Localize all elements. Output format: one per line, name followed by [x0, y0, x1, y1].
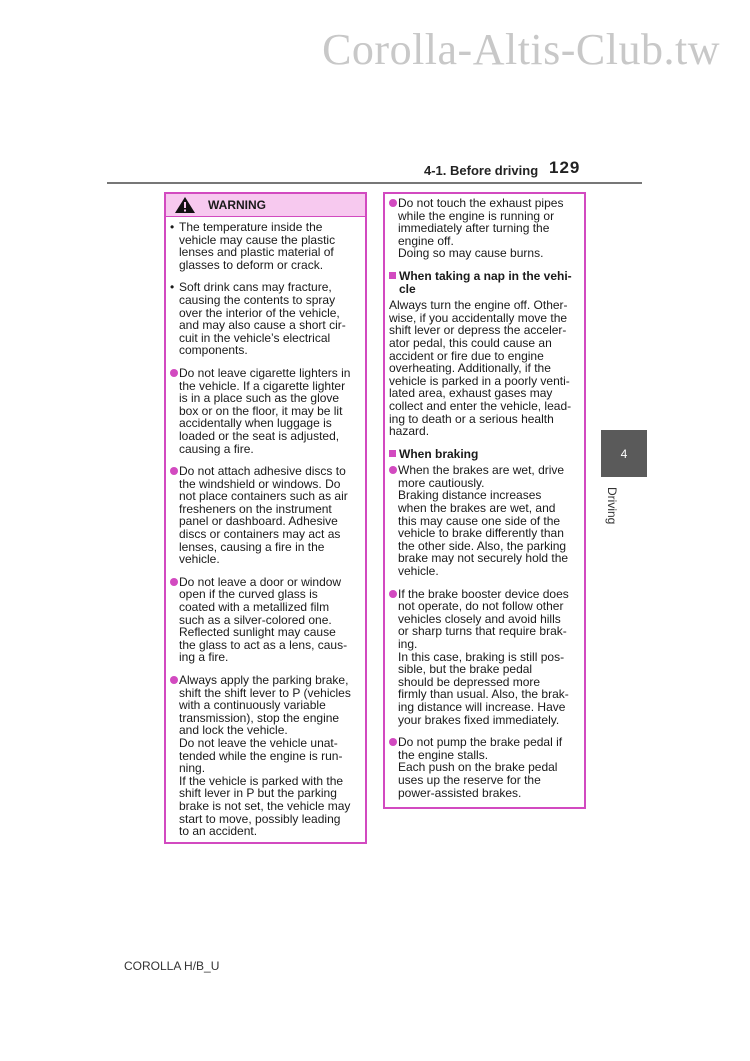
text-line: ator pedal, this could cause an — [389, 335, 552, 350]
watermark: Corolla-Altis-Club.tw — [322, 25, 720, 74]
text-line: glasses to deform or crack. — [179, 257, 324, 272]
circle-bullet-icon — [389, 590, 397, 598]
text-line: over the interior of the vehicle, — [179, 305, 340, 320]
list-item — [170, 221, 356, 271]
warning-content — [385, 194, 584, 799]
text-line: transmission), stop the engine — [179, 710, 340, 725]
text-line: If the brake booster device does — [398, 586, 569, 601]
circle-bullet-icon — [170, 369, 178, 377]
text-line: vehicle may cause the plastic — [179, 232, 336, 247]
list-item — [170, 465, 356, 566]
text-line: Always turn the engine off. Other- — [389, 298, 568, 313]
text-line: Reflected sunlight may cause — [179, 625, 336, 640]
warning-box — [164, 192, 367, 844]
text-line: the glass to act as a lens, caus- — [179, 637, 348, 652]
subsection-heading — [389, 448, 575, 461]
text-line: panel or dashboard. Adhesive — [179, 514, 338, 529]
text-line: wise, if you accidentally move the — [389, 310, 568, 325]
text-line: is in a place such as the glove — [179, 391, 340, 406]
text-line: such as a silver-colored one. — [179, 612, 332, 627]
text-line: ing distance will increase. Have — [398, 699, 566, 714]
warning-box-continued — [383, 192, 586, 809]
text-line: coated with a metallized film — [179, 600, 330, 615]
text-line: should be depressed more — [398, 674, 541, 689]
list-item — [170, 281, 356, 357]
text-line: uses up the reserve for the — [398, 772, 541, 787]
text-line: fresheners on the instrument — [179, 501, 332, 516]
list-item — [389, 197, 575, 260]
bullet-dot: • — [170, 220, 175, 234]
list-item — [170, 576, 356, 664]
bullet-dot: • — [170, 280, 175, 295]
warning-triangle-icon — [174, 196, 196, 214]
text-line: Do not touch the exhaust pipes — [398, 196, 564, 210]
text-line: with a continuously variable — [179, 698, 326, 713]
text-line: shift the shift lever to P (vehicles — [179, 685, 351, 700]
list-item — [389, 464, 575, 577]
text-line: Braking distance increases — [398, 488, 542, 503]
chapter-number: 4 — [620, 446, 628, 461]
text-line: ing to death or a serious health — [389, 411, 554, 426]
paragraph — [389, 299, 575, 438]
text-line: and may also cause a short cir- — [179, 318, 346, 333]
list-item — [170, 367, 356, 455]
text-line: vehicle to brake differently than — [398, 526, 564, 541]
text-line: ning. — [179, 761, 206, 776]
text-line: brake is not set, the vehicle may — [179, 798, 351, 813]
text-line: to an accident. — [179, 824, 258, 839]
circle-bullet-icon — [170, 578, 178, 586]
text-line: tended while the engine is run- — [179, 748, 343, 763]
text-line: while the engine is running or — [398, 208, 555, 223]
text-line: When braking — [399, 446, 479, 461]
text-line: box or on the floor, it may be lit — [179, 403, 343, 418]
text-line: causing a fire. — [179, 441, 254, 456]
text-line: Soft drink cans may fracture, — [179, 280, 332, 295]
text-line: engine off. — [398, 233, 454, 248]
circle-bullet-icon — [389, 199, 397, 207]
text-line: causing the contents to spray — [179, 292, 336, 307]
text-line: The temperature inside the — [179, 220, 323, 234]
text-line: the engine stalls. — [398, 747, 489, 762]
subsection-heading — [389, 270, 575, 295]
text-line: Do not leave a door or window — [179, 574, 342, 589]
list-item — [170, 674, 356, 838]
circle-bullet-icon — [389, 466, 397, 474]
text-line: cuit in the vehicle’s electrical — [179, 330, 331, 345]
text-line: shift lever or depress the acceler- — [389, 323, 567, 338]
square-bullet-icon — [389, 450, 396, 457]
text-line: or sharp turns that require brak- — [398, 624, 567, 639]
text-line: the vehicle. If a cigarette lighter — [179, 378, 346, 393]
text-line: lenses, causing a fire in the — [179, 539, 325, 554]
text-line: not place containers such as air — [179, 489, 348, 504]
text-line: your brakes fixed immediately. — [398, 712, 560, 727]
text-line: ing a fire. — [179, 650, 229, 665]
header-rule — [107, 182, 642, 184]
text-line: accident or fire due to engine — [389, 348, 544, 363]
text-line: shift lever in P but the parking — [179, 786, 337, 801]
text-line: When the brakes are wet, drive — [398, 463, 565, 478]
list-item — [389, 588, 575, 727]
text-line: If the vehicle is parked with the — [179, 773, 344, 788]
text-line: overheating. Additionally, if the — [389, 361, 551, 376]
text-line: sible, but the brake pedal — [398, 662, 533, 677]
chapter-tab[interactable] — [601, 430, 647, 477]
text-line: start to move, possibly leading — [179, 811, 341, 826]
footer-model-code: COROLLA H/B_U — [124, 959, 220, 973]
text-line: discs or containers may act as — [179, 527, 341, 542]
warning-header — [166, 194, 365, 217]
warning-content — [166, 217, 365, 838]
circle-bullet-icon — [170, 676, 178, 684]
text-line: lenses and plastic material of — [179, 245, 334, 260]
text-line: accidentally when luggage is — [179, 416, 332, 431]
text-line: more cautiously. — [398, 475, 485, 490]
chapter-label: Driving — [605, 487, 619, 525]
text-line: not operate, do not follow other — [398, 599, 564, 614]
text-line: Do not attach adhesive discs to — [179, 464, 346, 479]
text-line: vehicle. — [179, 552, 220, 567]
text-line: Do not leave the vehicle unat- — [179, 735, 338, 750]
warning-title: WARNING — [208, 197, 266, 212]
text-line: and lock the vehicle. — [179, 723, 288, 738]
text-line: this may cause one side of the — [398, 513, 561, 528]
text-line: vehicles closely and avoid hills — [398, 611, 561, 626]
text-line: Always apply the parking brake, — [179, 673, 349, 687]
text-line: lated area, exhaust gases may — [389, 386, 553, 401]
section-title: 4-1. Before driving — [424, 163, 539, 178]
text-line: brake may not securely hold the — [398, 551, 569, 566]
circle-bullet-icon — [170, 467, 178, 475]
text-line: hazard. — [389, 424, 430, 439]
text-line: ing. — [398, 637, 418, 651]
text-line: firmly than usual. Also, the brak- — [398, 687, 569, 702]
text-line: open if the curved glass is — [179, 587, 318, 602]
page-number: 129 — [549, 158, 581, 177]
list-item — [389, 736, 575, 799]
text-line: collect and enter the vehicle, lead- — [389, 398, 572, 413]
text-line: the other side. Also, the parking — [398, 538, 567, 553]
circle-bullet-icon — [389, 738, 397, 746]
text-line: immediately after turning the — [398, 221, 550, 236]
text-line: the windshield or windows. Do — [179, 476, 341, 491]
text-line: vehicle is parked in a poorly venti- — [389, 373, 570, 388]
text-line: when the brakes are wet, and — [398, 501, 556, 516]
text-line: vehicle. — [398, 564, 439, 579]
text-line: components. — [179, 343, 248, 358]
text-line: When taking a nap in the vehi- — [399, 268, 572, 283]
text-line: cle — [399, 281, 416, 296]
text-line: power-assisted brakes. — [398, 785, 522, 800]
text-line: Do not pump the brake pedal if — [398, 735, 563, 750]
text-line: Each push on the brake pedal — [398, 760, 558, 775]
text-line: Do not leave cigarette lighters in — [179, 365, 351, 380]
text-line: In this case, braking is still pos- — [398, 649, 565, 664]
text-line: loaded or the seat is adjusted, — [179, 428, 340, 443]
square-bullet-icon — [389, 272, 396, 279]
text-line: Doing so may cause burns. — [398, 246, 544, 261]
